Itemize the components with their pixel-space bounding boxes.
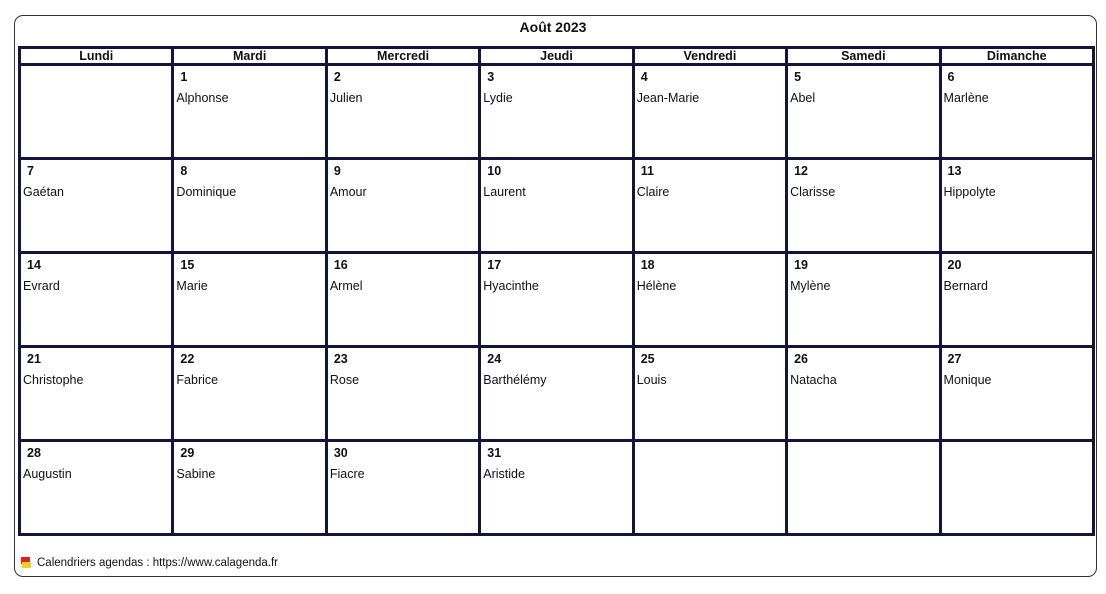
day-number: 29	[180, 446, 195, 460]
weekday-header: Jeudi	[480, 48, 633, 65]
calendar-grid	[18, 46, 1095, 536]
weekday-header: Lundi	[20, 48, 173, 65]
saint-name: Fiacre	[329, 467, 365, 481]
footer-link[interactable]: Calendriers agendas : https://www.calagenda.fr	[37, 557, 278, 569]
saint-name: Aristide	[483, 467, 525, 481]
saint-name: Alphonse	[176, 91, 229, 105]
saint-name: Mylène	[790, 279, 831, 293]
day-cell[interactable]	[787, 347, 940, 441]
saint-name: Armel	[329, 279, 363, 293]
day-cell[interactable]	[173, 253, 326, 347]
day-number: 11	[640, 164, 654, 178]
week-row	[20, 347, 1094, 441]
day-cell[interactable]	[20, 65, 173, 159]
day-number: 3	[487, 70, 495, 84]
saint-name: Amour	[329, 185, 367, 199]
day-number: 26	[794, 352, 809, 366]
saint-name: Fabrice	[176, 373, 219, 387]
saint-name: Abel	[790, 91, 816, 105]
day-number: 19	[794, 258, 809, 272]
day-cell[interactable]	[20, 253, 173, 347]
day-number	[794, 446, 938, 462]
saint-name: Louis	[636, 373, 667, 387]
day-cell[interactable]	[787, 65, 940, 159]
day-number: 17	[487, 258, 502, 272]
day-cell[interactable]	[633, 347, 786, 441]
saint-name: Natacha	[790, 373, 837, 387]
day-number	[27, 70, 171, 86]
day-number: 15	[180, 258, 195, 272]
day-cell[interactable]	[326, 159, 479, 253]
day-cell[interactable]	[20, 441, 173, 535]
day-number: 1	[180, 70, 188, 84]
day-number: 9	[333, 164, 341, 178]
day-cell[interactable]	[940, 347, 1093, 441]
weekday-header: Vendredi	[633, 48, 786, 65]
weekday-header: Mardi	[173, 48, 326, 65]
day-cell[interactable]	[173, 65, 326, 159]
weekday-header: Mercredi	[326, 48, 479, 65]
day-number: 14	[27, 258, 41, 272]
saint-name: Gaétan	[23, 185, 65, 199]
footer	[21, 557, 278, 569]
saint-name: Julien	[329, 91, 363, 105]
day-number	[948, 446, 1092, 462]
day-number: 20	[947, 258, 962, 272]
saint-name: Rose	[329, 373, 360, 387]
saint-name: Jean-Marie	[636, 91, 700, 105]
day-cell[interactable]	[633, 253, 786, 347]
day-cell[interactable]	[20, 159, 173, 253]
saint-name: Sabine	[176, 467, 216, 481]
saint-name: Barthélémy	[483, 373, 547, 387]
saint-name: Monique	[943, 373, 992, 387]
saint-name: Christophe	[23, 373, 84, 387]
week-row	[20, 159, 1094, 253]
saint-name: Bernard	[943, 279, 989, 293]
day-cell[interactable]	[20, 347, 173, 441]
day-number: 8	[180, 164, 188, 178]
weekday-header: Dimanche	[940, 48, 1093, 65]
weekday-header: Samedi	[787, 48, 940, 65]
day-cell[interactable]	[173, 441, 326, 535]
day-number: 31	[487, 446, 502, 460]
saint-name: Dominique	[176, 185, 237, 199]
day-number: 10	[487, 164, 502, 178]
day-number: 24	[487, 352, 502, 366]
saint-name: Augustin	[23, 467, 72, 481]
day-number: 16	[333, 258, 348, 272]
day-cell[interactable]	[326, 253, 479, 347]
day-number: 30	[333, 446, 348, 460]
day-cell[interactable]	[787, 441, 940, 535]
saint-name: Evrard	[23, 279, 60, 293]
day-number: 6	[947, 70, 955, 84]
day-number: 21	[27, 352, 41, 366]
day-cell[interactable]	[787, 253, 940, 347]
day-number: 22	[180, 352, 195, 366]
day-cell[interactable]	[480, 441, 633, 535]
day-number: 23	[333, 352, 348, 366]
day-cell[interactable]	[633, 159, 786, 253]
saint-name: Marlène	[943, 91, 989, 105]
saint-name: Laurent	[483, 185, 526, 199]
day-cell[interactable]	[326, 441, 479, 535]
week-row	[20, 65, 1094, 159]
day-number: 12	[794, 164, 809, 178]
day-number: 18	[640, 258, 655, 272]
page-title: Août 2023	[519, 19, 587, 35]
day-number: 28	[27, 446, 41, 460]
saint-name: Claire	[636, 185, 670, 199]
day-cell[interactable]	[940, 159, 1093, 253]
day-cell[interactable]	[633, 441, 786, 535]
day-cell[interactable]	[326, 65, 479, 159]
saint-name: Lydie	[483, 91, 513, 105]
day-number: 7	[27, 164, 34, 178]
day-cell[interactable]	[480, 347, 633, 441]
day-cell[interactable]	[940, 441, 1093, 535]
calagenda-logo-icon	[21, 557, 32, 569]
day-cell[interactable]	[480, 253, 633, 347]
day-cell[interactable]	[173, 347, 326, 441]
saint-name: Hélène	[636, 279, 677, 293]
day-cell[interactable]	[940, 65, 1093, 159]
day-cell[interactable]	[633, 65, 786, 159]
week-row	[20, 253, 1094, 347]
day-number	[641, 446, 785, 462]
saint-name: Marie	[176, 279, 208, 293]
day-number: 13	[947, 164, 962, 178]
day-number: 4	[640, 70, 648, 84]
day-number: 2	[333, 70, 341, 84]
saint-name: Hyacinthe	[483, 279, 539, 293]
day-cell[interactable]	[480, 65, 633, 159]
weekday-header-row	[20, 48, 1094, 65]
day-number: 5	[794, 70, 802, 84]
saint-name: Hippolyte	[943, 185, 996, 199]
saint-name: Clarisse	[790, 185, 836, 199]
day-cell[interactable]	[940, 253, 1093, 347]
day-number: 27	[947, 352, 962, 366]
day-number: 25	[640, 352, 655, 366]
day-cell[interactable]	[173, 159, 326, 253]
day-cell[interactable]	[480, 159, 633, 253]
week-row	[20, 441, 1094, 535]
day-cell[interactable]	[326, 347, 479, 441]
day-cell[interactable]	[787, 159, 940, 253]
